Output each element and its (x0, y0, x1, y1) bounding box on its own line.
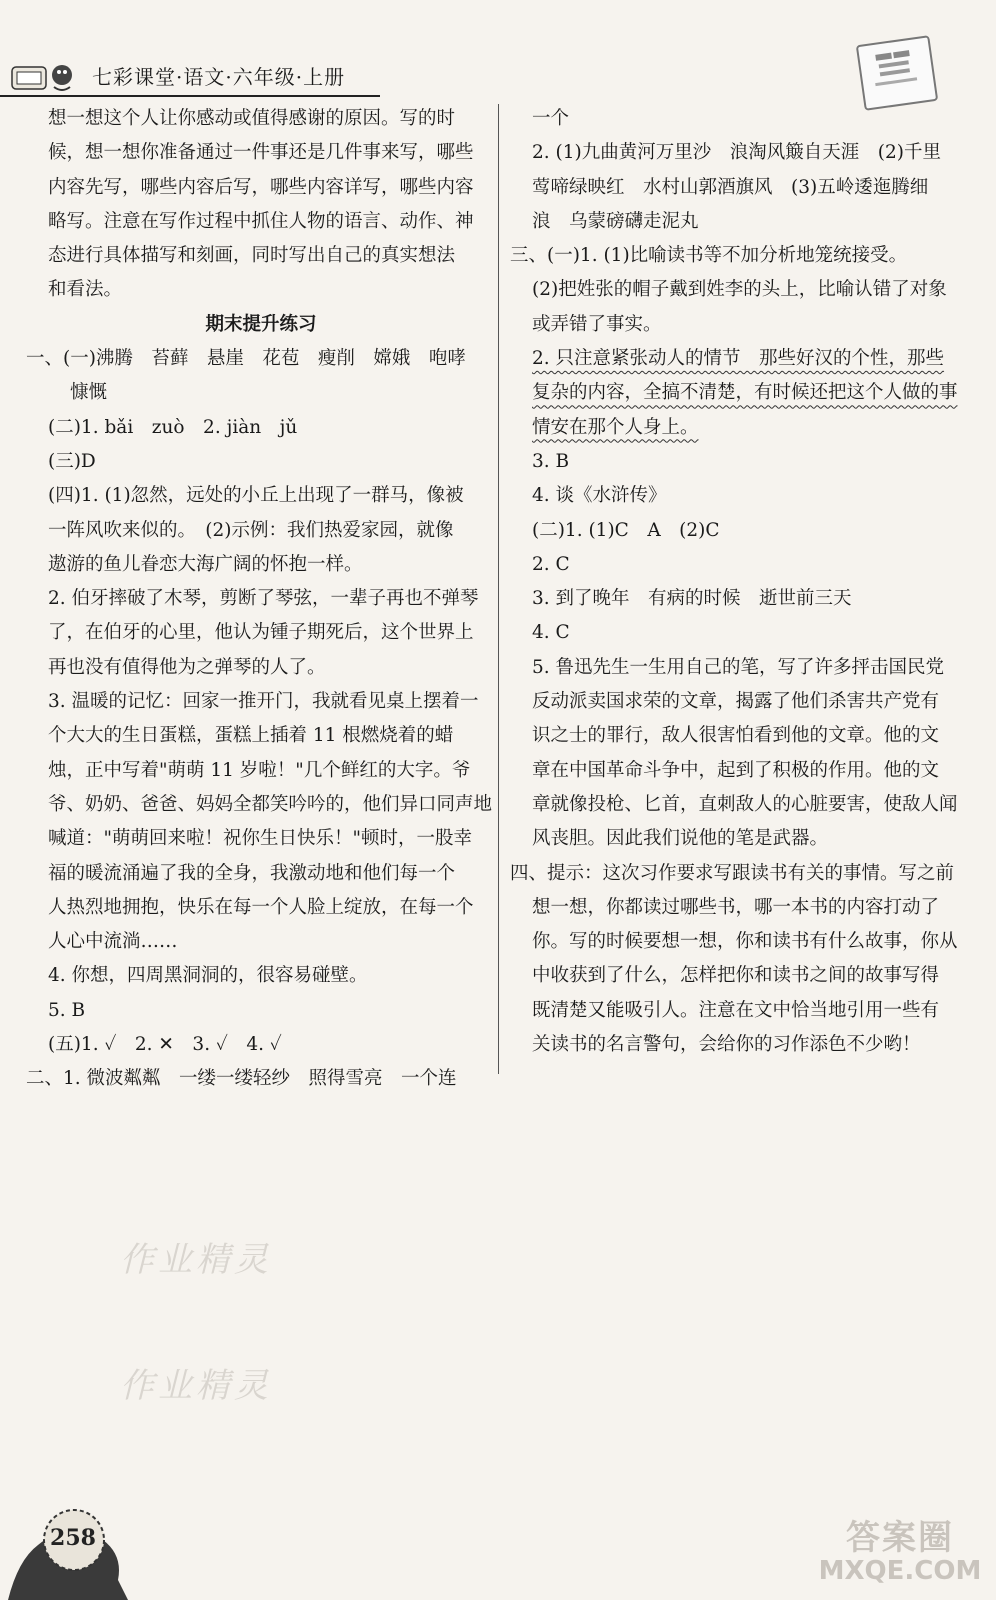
text-line-content: 莺啼绿映红 水村山郭酒旗风 (3)五岭逶迤腾细 (532, 176, 929, 198)
text-line-content: 人热烈地拥抱，快乐在每一个人脸上绽放，在每一个 (48, 896, 474, 918)
text-line-content: 中收获到了什么，怎样把你和读书之间的故事写得 (532, 965, 940, 987)
text-line (26, 959, 496, 993)
text-line-content: 遨游的鱼儿眷恋大海广阔的怀抱一样。 (48, 553, 363, 575)
text-line-content: 4. 你想，四周黑洞洞的，很容易碰壁。 (48, 965, 368, 987)
text-line (26, 308, 496, 342)
text-line-content: 识之士的罪行，敌人很害怕看到他的文章。他的文 (532, 725, 940, 747)
watermark-1: 作业精灵 (120, 1240, 272, 1280)
text-line (26, 719, 496, 753)
text-line (26, 857, 496, 891)
text-line-content: 关读书的名言警句，会给你的习作添色不少哟！ (532, 1034, 921, 1056)
text-line (26, 582, 496, 616)
text-line (26, 754, 496, 788)
text-line (26, 994, 496, 1028)
text-line (510, 1028, 976, 1062)
book-title: 七彩课堂·语文·六年级·上册 (92, 65, 346, 89)
text-line-content: 3. B (532, 450, 570, 472)
text-line-content: 3. 温暖的记忆：回家一推开门，我就看见桌上摆着一 (48, 691, 479, 713)
text-line (510, 342, 976, 376)
text-line (510, 754, 976, 788)
text-line-content: 反动派卖国求荣的文章，揭露了他们杀害共产党有 (532, 691, 940, 713)
text-line-content: (五)1. ✓ 2. ✕ 3. ✓ 4. ✓ (48, 1034, 282, 1056)
text-line-content: 4. 谈《水浒传》 (532, 485, 667, 507)
text-line (26, 651, 496, 685)
text-line-content: 你。写的时候要想一想，你和读书有什么故事，你从 (532, 931, 958, 953)
text-line (26, 891, 496, 925)
text-line-content: 情安在那个人身上。 (532, 416, 699, 438)
text-line-content: 候，想一想你准备通过一件事还是几件事来写，哪些 (48, 142, 474, 164)
text-line-content: 了，在伯牙的心里，他认为锺子期死后，这个世界上 (48, 622, 474, 644)
text-line (26, 273, 496, 307)
text-line (26, 136, 496, 170)
text-line-content: (三)D (48, 450, 96, 472)
text-line-content: 福的暖流涌遍了我的全身，我激动地和他们每一个 (48, 862, 456, 884)
text-line (510, 376, 976, 410)
text-line (510, 822, 976, 856)
text-line-content: 四、提示：这次习作要求写跟读书有关的事情。写之前 (510, 862, 955, 884)
text-line (510, 891, 976, 925)
text-line (26, 1062, 496, 1096)
text-line-content: 想一想这个人让你感动或值得感谢的原因。写的时 (48, 108, 456, 129)
text-line-content: 再也没有值得他为之弹琴的人了。 (48, 656, 326, 678)
text-line (26, 514, 496, 548)
text-line-content: 一个 (532, 108, 570, 129)
text-line-content: 3. 到了晚年 有病的时候 逝世前三天 (532, 588, 852, 610)
text-line (510, 616, 976, 650)
text-line (26, 342, 496, 376)
text-line-content: 和看法。 (48, 279, 123, 301)
text-line-content: 人心中流淌…… (48, 931, 178, 953)
text-line (510, 857, 976, 891)
text-line (26, 102, 496, 136)
header-rule (0, 95, 380, 97)
text-line-content: 喊道："萌萌回来啦！祝你生日快乐！"顿时，一股幸 (48, 828, 473, 850)
text-line (26, 616, 496, 650)
text-line-content: 4. C (532, 622, 570, 644)
page-number: 258 (50, 1525, 96, 1551)
text-line-content: 2. 只注意紧张动人的情节 那些好汉的个性，那些 (532, 348, 945, 370)
text-line-content: 想一想，你都读过哪些书，哪一本书的内容打动了 (532, 896, 940, 918)
text-line (510, 273, 976, 307)
text-line (26, 788, 496, 822)
text-line-content: 章就像投枪、匕首，直刺敌人的心脏要害，使敌人闻 (532, 793, 958, 815)
stamp-seal (856, 35, 938, 111)
text-line (26, 1028, 496, 1062)
text-line (510, 239, 976, 273)
text-line (26, 548, 496, 582)
text-line-content: 风丧胆。因此我们说他的笔是武器。 (532, 828, 829, 850)
text-line (510, 514, 976, 548)
text-line-content: 或弄错了事实。 (532, 313, 662, 335)
left-column (26, 102, 496, 1097)
text-line (510, 719, 976, 753)
text-line (510, 582, 976, 616)
text-line-content: 浪 乌蒙磅礴走泥丸 (532, 210, 699, 232)
text-line-content: 复杂的内容，全搞不清楚，有时候还把这个人做的事 (532, 382, 958, 404)
text-line (510, 102, 976, 136)
text-line-content: (四)1. (1)忽然，远处的小丘上出现了一群马，像被 (48, 485, 464, 507)
text-line (26, 239, 496, 273)
right-column (510, 102, 976, 1062)
text-line (510, 685, 976, 719)
text-line-content: 略写。注意在写作过程中抓住人物的语言、动作、神 (48, 210, 474, 232)
text-line-content: 一阵风吹来似的。 (2)示例：我们热爱家园，就像 (48, 519, 454, 541)
text-line (510, 548, 976, 582)
site-logo-text: 答案圈 (846, 1518, 954, 1558)
text-line (510, 651, 976, 685)
site-logo-watermark (815, 1510, 985, 1590)
text-line-content: 2. C (532, 553, 570, 575)
text-line-content: 5. 鲁迅先生一生用自己的笔，写了许多抨击国民党 (532, 656, 945, 678)
text-line-content: 二、1. 微波粼粼 一缕一缕轻纱 照得雪亮 一个连 (26, 1068, 457, 1090)
text-line-content: 烛，正中写着"萌萌 11 岁啦！"几个鲜红的大字。爷 (48, 759, 471, 781)
page-header (0, 55, 380, 97)
text-line-content: 三、(一)1. (1)比喻读书等不加分析地笼统接受。 (510, 245, 908, 267)
text-line (510, 171, 976, 205)
text-line-content: 2. (1)九曲黄河万里沙 浪淘风簸自天涯 (2)千里 (532, 142, 941, 164)
text-line-content: (二)1. (1)C A (2)C (532, 519, 720, 541)
text-line-content: 内容先写，哪些内容后写，哪些内容详写，哪些内容 (48, 176, 474, 198)
text-line-content: 个大大的生日蛋糕，蛋糕上插着 11 根燃烧着的蜡 (48, 725, 454, 747)
text-line (510, 445, 976, 479)
mascot-icon (8, 55, 78, 93)
text-line-content: 爷、奶奶、爸爸、妈妈全都笑吟吟的，他们异口同声地 (48, 793, 493, 815)
text-line-content: 5. B (48, 999, 86, 1021)
text-line (26, 171, 496, 205)
text-line-content: 慷慨 (70, 382, 108, 404)
text-line-content: 一、(一)沸腾 苔藓 悬崖 花苞 瘦削 嫦娥 咆哮 (26, 348, 466, 370)
text-line (26, 376, 496, 410)
text-line (510, 925, 976, 959)
text-line-content: (二)1. bǎi zuò 2. jiàn jǔ (48, 416, 298, 438)
text-line (510, 205, 976, 239)
text-line (510, 411, 976, 445)
text-line (26, 479, 496, 513)
text-line (510, 479, 976, 513)
stamp-icon (867, 45, 923, 96)
text-line (26, 685, 496, 719)
text-line (26, 205, 496, 239)
stamp-text (867, 45, 923, 99)
site-logo-domain: MXQE.COM (818, 1556, 982, 1586)
watermark-2: 作业精灵 (120, 1366, 272, 1406)
text-line-content: (2)把姓张的帽子戴到姓李的头上，比喻认错了对象 (532, 279, 947, 301)
text-line-content: 态进行具体描写和刻画，同时写出自己的真实想法 (48, 245, 456, 267)
text-line (510, 788, 976, 822)
text-line (510, 308, 976, 342)
text-line-content: 期末提升练习 (205, 313, 317, 335)
text-line (26, 445, 496, 479)
text-line (510, 136, 976, 170)
text-line (26, 822, 496, 856)
text-line-content: 既清楚又能吸引人。注意在文中恰当地引用一些有 (532, 999, 940, 1021)
text-line (26, 925, 496, 959)
column-divider (498, 104, 499, 1074)
text-line-content: 章在中国革命斗争中，起到了积极的作用。他的文 (532, 759, 940, 781)
text-line-content: 2. 伯牙摔破了木琴，剪断了琴弦，一辈子再也不弹琴 (48, 588, 479, 610)
text-line (510, 994, 976, 1028)
text-line (510, 959, 976, 993)
text-line (26, 411, 496, 445)
